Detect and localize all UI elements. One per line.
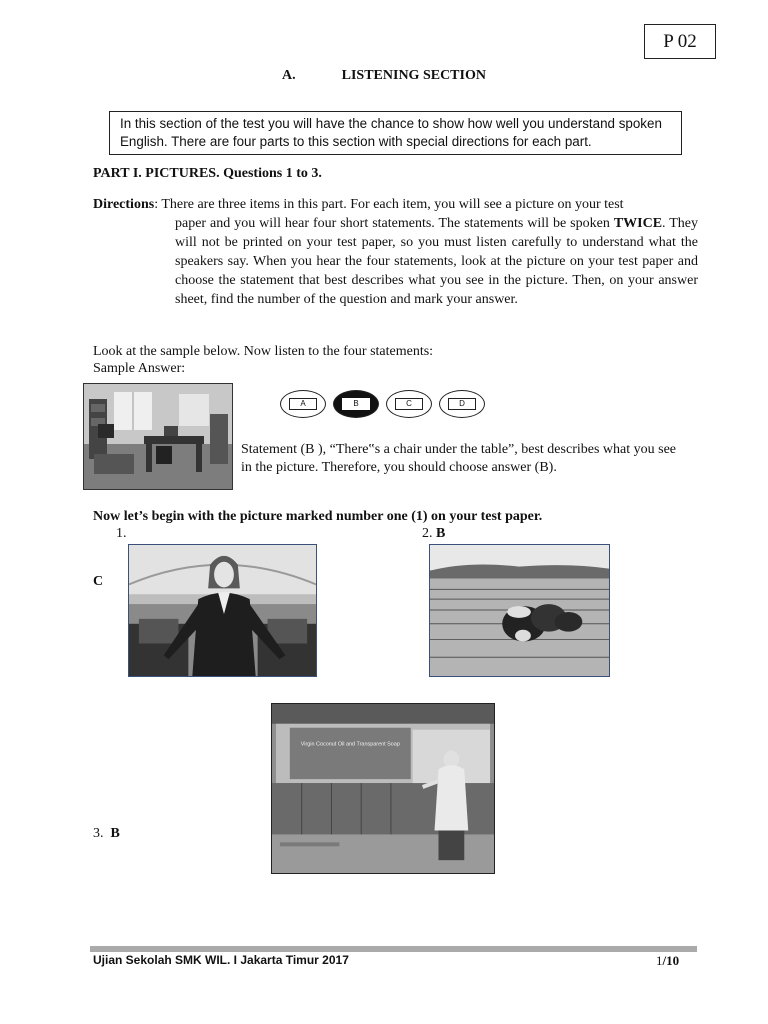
section-number: A. <box>282 68 296 83</box>
bubble-b-filled <box>333 390 379 418</box>
bubble-d-letter: D <box>448 398 476 410</box>
question-3 <box>93 826 120 842</box>
part-title: PART I. PICTURES. Questions 1 to 3. <box>93 166 322 181</box>
presentation-picture <box>271 703 495 874</box>
question-2-answer: B <box>436 526 446 541</box>
question-2-number: 2. <box>422 526 433 541</box>
directions-text-1: : There are three items in this part. For each item, you will see a picture on your test <box>154 197 624 212</box>
now-begin-line: Now let’s begin with the picture marked number one (1) on your test paper. <box>93 509 543 524</box>
directions <box>93 195 698 310</box>
sample-answer-label: Sample Answer: <box>93 361 186 376</box>
flight-attendant-picture <box>128 544 317 677</box>
bubble-d <box>439 390 485 418</box>
directions-text-3: . They will not be printed on your test paper, so you must listen carefully to understand what the speakers say. When you hear the four statements, look at the picture on your test paper and choose the statement that best describes what you see in the picture. Then, on your answer sheet, find the number of the question and mark your answer. <box>175 216 699 308</box>
directions-twice: TWICE <box>613 216 663 232</box>
bubble-a-letter: A <box>289 398 317 410</box>
question-2 <box>422 526 445 542</box>
bubble-c-letter: C <box>395 398 423 410</box>
sample-answer-bubbles <box>280 390 486 418</box>
question-3-number: 3. <box>93 826 104 841</box>
sample-office-picture <box>83 383 233 490</box>
slide-title: Virgin Coconut Oil and Transparent Soap <box>300 741 400 748</box>
document-code: P 02 <box>644 24 716 59</box>
footer-page: 1 <box>656 953 663 968</box>
question-1-number: 1. <box>116 526 127 541</box>
section-title <box>0 68 768 84</box>
bubble-c <box>386 390 432 418</box>
sample-statement: Statement (B ), “There‟s a chair under the table”, best describes what you see in the picture. Therefore, you should choose answer (B). <box>241 442 676 475</box>
question-1-answer: C <box>93 574 104 589</box>
bubble-b-letter: B <box>342 398 370 410</box>
directions-label: Directions <box>93 197 155 212</box>
sample-instructions <box>93 343 433 377</box>
question-3-answer: B <box>110 826 120 841</box>
section-title-text: LISTENING SECTION <box>341 68 486 83</box>
directions-text-2: paper and you will hear four short statements. The statements will be spoken <box>175 216 610 232</box>
footer-school: Ujian Sekolah SMK WIL. I Jakarta Timur 2017 <box>93 953 349 967</box>
intro-box: In this section of the test you will have the chance to show how well you understand spoken English. There are four parts to this section with special directions for each part. <box>109 111 682 155</box>
rice-field-picture <box>429 544 610 677</box>
look-line: Look at the sample below. Now listen to the four statements: <box>93 344 434 359</box>
footer-total: /10 <box>662 953 680 968</box>
footer-divider <box>90 946 697 952</box>
footer-page-number <box>656 953 679 969</box>
bubble-a <box>280 390 326 418</box>
